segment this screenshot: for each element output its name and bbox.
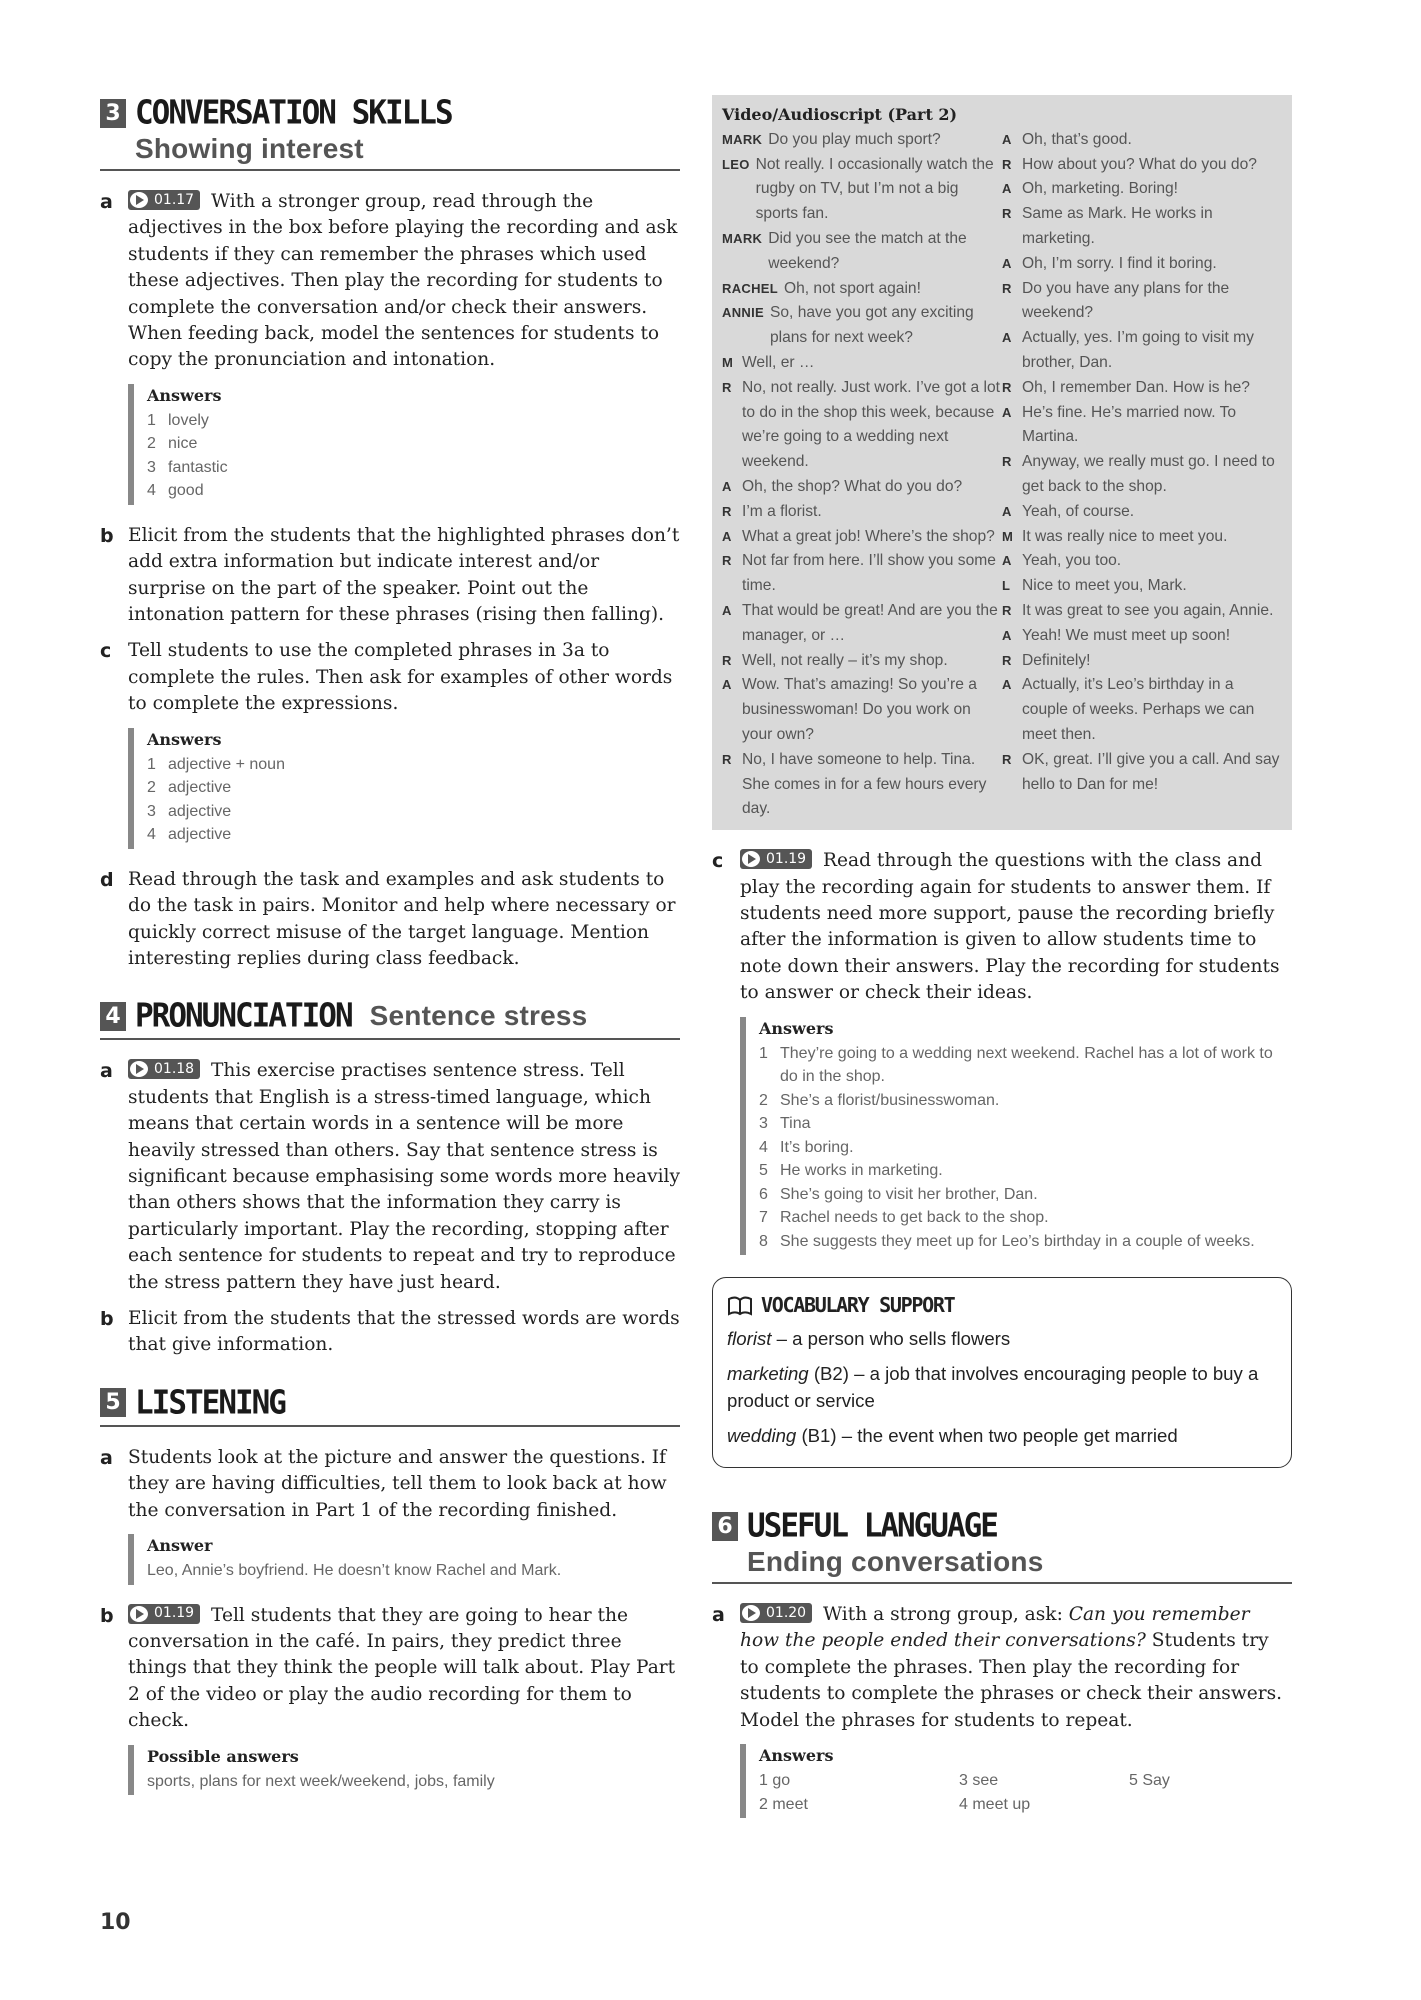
script-text: Not far from here. I’ll show you some time. bbox=[742, 552, 996, 595]
audioscript-box bbox=[712, 95, 1292, 830]
answers-title: Answers bbox=[147, 385, 222, 405]
item-letter: c bbox=[712, 850, 724, 873]
answer-row: 1 adjective + noun bbox=[147, 753, 680, 777]
section-number: 4 bbox=[100, 1002, 126, 1031]
script-line bbox=[722, 376, 1002, 475]
track-number: 01.19 bbox=[154, 1605, 195, 1622]
answer-row: 1 lovely bbox=[147, 409, 680, 433]
script-text: How about you? What do you do? bbox=[1022, 155, 1257, 173]
script-line bbox=[1002, 748, 1282, 798]
section-number: 6 bbox=[712, 1512, 738, 1541]
answer-text: She suggests they meet up for Leo’s birthday in a couple of weeks. bbox=[780, 1232, 1255, 1250]
script-line bbox=[722, 500, 1002, 525]
item-text: Students try to complete the phrases. Then play the recording for students to complete the phrases or check their answers. Model the phrases for students to repeat. bbox=[740, 1630, 1283, 1731]
item-text: Tell students to use the completed phrases in 3a to complete the rules. Then ask for examples of other words to complete the expressions. bbox=[128, 640, 673, 715]
answer-text: adjective bbox=[168, 802, 232, 820]
answer-text: 3 see bbox=[959, 1772, 999, 1790]
exercise-item bbox=[100, 1603, 680, 1735]
play-icon bbox=[128, 1059, 150, 1079]
section-title: CONVERSATION SKILLS bbox=[135, 94, 452, 132]
script-text: It was great to see you again, Annie. bbox=[1022, 601, 1274, 619]
item-letter: a bbox=[100, 1060, 113, 1083]
section-title: USEFUL LANGUAGE bbox=[747, 1507, 997, 1545]
answer-text: nice bbox=[168, 435, 198, 453]
script-line bbox=[1002, 376, 1282, 401]
speaker-label: A bbox=[722, 528, 732, 544]
script-text: Wow. That’s amazing! So you’re a businesswoman! Do you work on your own? bbox=[742, 676, 977, 743]
script-line bbox=[1002, 624, 1282, 649]
speaker-label: A bbox=[722, 478, 732, 494]
script-line bbox=[722, 599, 1002, 649]
speaker-label: RACHEL bbox=[722, 280, 778, 296]
answer-row: 4 It’s boring. bbox=[759, 1136, 1292, 1160]
script-text: Oh, I remember Dan. How is he? bbox=[1022, 378, 1250, 396]
script-line bbox=[1002, 673, 1282, 747]
exercise-item bbox=[712, 848, 1292, 1006]
section-header bbox=[100, 95, 680, 171]
section-header bbox=[712, 1508, 1292, 1584]
speaker-label: A bbox=[1002, 627, 1012, 643]
script-text: Actually, it’s Leo’s birthday in a couple of weeks. Perhaps we can meet then. bbox=[1022, 676, 1255, 743]
speaker-label: R bbox=[722, 652, 732, 668]
play-icon bbox=[128, 190, 150, 210]
right-column bbox=[712, 95, 1292, 1844]
script-line bbox=[722, 227, 1002, 277]
section-title: LISTENING bbox=[135, 1383, 285, 1422]
speaker-label: R bbox=[1002, 379, 1012, 395]
answer-row: 8 She suggests they meet up for Leo’s birthday in a couple of weeks. bbox=[759, 1230, 1292, 1254]
answer-text: fantastic bbox=[168, 458, 228, 476]
script-line bbox=[722, 153, 1002, 227]
speaker-label: M bbox=[1002, 528, 1014, 544]
speaker-label: A bbox=[1002, 330, 1012, 346]
script-line bbox=[722, 549, 1002, 599]
speaker-label: R bbox=[722, 503, 732, 519]
item-text: Tell students that they are going to hear the conversation in the café. In pairs, they predict three things that they think the people will talk about. Play Part 2 of the video or play the audio recording for them to check. bbox=[128, 1604, 676, 1732]
vocabulary-term: florist bbox=[727, 1328, 772, 1350]
script-line bbox=[722, 649, 1002, 674]
exercise-item bbox=[100, 189, 680, 374]
answer-row: 4 good bbox=[147, 479, 680, 503]
script-line bbox=[722, 673, 1002, 747]
exercise-item bbox=[100, 523, 680, 629]
audioscript-column bbox=[722, 128, 1002, 822]
speaker-label: A bbox=[722, 677, 732, 693]
item-letter: b bbox=[100, 1604, 114, 1627]
audio-track-badge[interactable] bbox=[128, 190, 200, 210]
answer-text: She’s going to visit her brother, Dan. bbox=[780, 1185, 1038, 1203]
script-line bbox=[1002, 599, 1282, 624]
speaker-label: A bbox=[1002, 677, 1012, 693]
script-line bbox=[1002, 128, 1282, 153]
script-line bbox=[722, 475, 1002, 500]
script-text: I’m a florist. bbox=[742, 502, 822, 520]
script-line bbox=[1002, 574, 1282, 599]
track-number: 01.17 bbox=[154, 191, 195, 208]
script-text: Oh, I’m sorry. I find it boring. bbox=[1022, 254, 1217, 272]
answers-title: Answers bbox=[759, 1018, 834, 1038]
script-text: Oh, not sport again! bbox=[783, 279, 921, 297]
answer-text: lovely bbox=[168, 411, 209, 429]
script-text: So, have you got any exciting plans for next week? bbox=[769, 304, 974, 347]
answer-text: Tina bbox=[780, 1115, 811, 1133]
section-subtitle: Ending conversations bbox=[747, 1546, 1044, 1578]
script-text: Yeah, of course. bbox=[1022, 502, 1135, 520]
speaker-label: R bbox=[722, 751, 732, 767]
script-line bbox=[722, 128, 1002, 153]
answer-row: 4 adjective bbox=[147, 823, 680, 847]
section-useful-language bbox=[712, 1508, 1292, 1818]
left-column bbox=[100, 95, 680, 1821]
vocabulary-support-box bbox=[712, 1277, 1292, 1468]
speaker-label: MARK bbox=[722, 230, 763, 246]
vocabulary-entry bbox=[727, 1422, 1277, 1449]
vocabulary-level: (B1) bbox=[801, 1425, 837, 1447]
script-text: No, not really. Just work. I’ve got a lot to do in the shop this week, because we’re going to a wedding next weekend. bbox=[742, 378, 1000, 471]
speaker-label: R bbox=[1002, 602, 1012, 618]
track-number: 01.20 bbox=[766, 1604, 807, 1621]
speaker-label: R bbox=[722, 379, 732, 395]
section-subtitle: Showing interest bbox=[135, 133, 364, 164]
item-text: With a stronger group, read through the adjectives in the box before playing the recording and ask students if they can remember the phrases which used these adjectives. Then play the recording for students to complete the conversation and/or check their answers. When feeding back, model the sentences for students to copy the pronunciation and intonation. bbox=[128, 191, 678, 371]
speaker-label: A bbox=[1002, 131, 1012, 147]
answer-text: 4 meet up bbox=[959, 1795, 1031, 1813]
script-line bbox=[722, 748, 1002, 822]
item-letter: c bbox=[100, 640, 112, 663]
script-text: Actually, yes. I’m going to visit my brother, Dan. bbox=[1022, 329, 1254, 371]
vocabulary-term: marketing bbox=[727, 1363, 809, 1385]
answer-text: It’s boring. bbox=[780, 1138, 854, 1156]
answer-text: sports, plans for next week/weekend, jobs, family bbox=[147, 1772, 495, 1790]
vocabulary-entry bbox=[727, 1325, 1277, 1352]
speaker-label: R bbox=[1002, 206, 1012, 222]
exercise-item bbox=[100, 1306, 680, 1359]
section-header bbox=[100, 998, 680, 1040]
script-text: Well, not really – it’s my shop. bbox=[742, 651, 948, 669]
answers-box bbox=[740, 1744, 1292, 1818]
exercise-item bbox=[100, 638, 680, 717]
vocabulary-definition: – a job that involves encouraging people to buy a product or service bbox=[727, 1363, 1259, 1412]
answers-title: Answers bbox=[147, 729, 222, 749]
speaker-label: R bbox=[1002, 280, 1012, 296]
play-icon bbox=[740, 1603, 762, 1623]
answer-text: 5 Say bbox=[1129, 1772, 1170, 1790]
script-line bbox=[1002, 549, 1282, 574]
answer-row: 3 fantastic bbox=[147, 456, 680, 480]
answer-text: Rachel needs to get back to the shop. bbox=[780, 1209, 1049, 1227]
answer-row: 6 She’s going to visit her brother, Dan. bbox=[759, 1183, 1292, 1207]
item-letter: d bbox=[100, 868, 114, 891]
section-subtitle: Sentence stress bbox=[369, 1000, 588, 1032]
speaker-label: R bbox=[1002, 652, 1012, 668]
speaker-label: R bbox=[722, 553, 732, 569]
item-text: This exercise practises sentence stress. Tell students that English is a stress-timed language, which means that certain words in a sentence will be more heavily stressed than others. Say that sentence stress is significant because emphasising some words more heavily than others shows that the information they carry is particularly important. Play the recording, stopping after each sentence for students to repeat and try to reproduce the stress pattern they have just heard. bbox=[128, 1060, 681, 1293]
speaker-label: L bbox=[1002, 578, 1011, 594]
answer-text: 2 meet bbox=[759, 1795, 808, 1813]
section-number: 3 bbox=[100, 99, 126, 128]
page-number: 10 bbox=[100, 1910, 131, 1935]
script-text: Oh, that’s good. bbox=[1022, 130, 1132, 148]
vocabulary-support-title: VOCABULARY SUPPORT bbox=[761, 1293, 955, 1318]
speaker-label: A bbox=[1002, 503, 1012, 519]
script-line bbox=[722, 277, 1002, 302]
item-letter: a bbox=[712, 1604, 725, 1627]
script-line bbox=[1002, 649, 1282, 674]
track-number: 01.18 bbox=[154, 1061, 195, 1078]
speaker-label: A bbox=[1002, 181, 1012, 197]
answer-row: 3 adjective bbox=[147, 800, 680, 824]
script-text: What a great job! Where’s the shop? bbox=[742, 527, 995, 545]
item-text: Read through the questions with the class and play the recording again for students to answer them. If students need more support, pause the recording briefly after the information is given to allow students time to note down their answers. Play the recording for students to answer or check their ideas. bbox=[740, 850, 1280, 1004]
answer-row: 2 She’s a florist/businesswoman. bbox=[759, 1089, 1292, 1113]
audio-track-badge[interactable] bbox=[740, 849, 812, 869]
script-text: It was really nice to meet you. bbox=[1022, 527, 1228, 545]
play-icon bbox=[740, 849, 762, 869]
script-text: Oh, marketing. Boring! bbox=[1022, 180, 1179, 198]
answer-text: adjective + noun bbox=[168, 755, 285, 773]
section-pronunciation bbox=[100, 998, 680, 1358]
script-text: Oh, the shop? What do you do? bbox=[742, 477, 963, 495]
answer-row: 5 He works in marketing. bbox=[759, 1159, 1292, 1183]
script-line bbox=[1002, 153, 1282, 178]
speaker-label: LEO bbox=[722, 156, 750, 172]
script-line bbox=[1002, 500, 1282, 525]
answer-text: adjective bbox=[168, 779, 232, 797]
script-text: He’s fine. He’s married now. To Martina. bbox=[1022, 403, 1237, 446]
speaker-label: R bbox=[1002, 156, 1012, 172]
speaker-label: ANNIE bbox=[722, 305, 764, 321]
audioscript-title: Video/Audioscript (Part 2) bbox=[722, 105, 958, 124]
answers-box bbox=[740, 1017, 1292, 1256]
script-text: Did you see the match at the weekend? bbox=[768, 229, 967, 272]
item-text: Elicit from the students that the stressed words are words that give information. bbox=[128, 1307, 680, 1356]
audio-track-badge[interactable] bbox=[128, 1604, 200, 1624]
answer-text: He works in marketing. bbox=[780, 1162, 943, 1180]
section-conversation-skills bbox=[100, 95, 680, 972]
item-letter: b bbox=[100, 1307, 114, 1330]
answer-text: She’s a florist/businesswoman. bbox=[780, 1091, 1000, 1109]
exercise-item bbox=[100, 1445, 680, 1524]
item-letter: a bbox=[100, 191, 113, 213]
item-letter: b bbox=[100, 524, 114, 547]
answers-box bbox=[128, 1534, 680, 1585]
vocabulary-definition: – a person who sells flowers bbox=[776, 1328, 1011, 1350]
speaker-label: M bbox=[722, 354, 734, 370]
answer-text: Leo, Annie’s boyfriend. He doesn’t know Rachel and Mark. bbox=[147, 1562, 562, 1579]
speaker-label: A bbox=[1002, 553, 1012, 569]
script-text: Do you have any plans for the weekend? bbox=[1022, 279, 1230, 322]
script-text: Same as Mark. He works in marketing. bbox=[1022, 205, 1213, 247]
audio-track-badge[interactable] bbox=[128, 1059, 200, 1079]
script-line bbox=[722, 525, 1002, 550]
vocabulary-level: (B2) bbox=[813, 1363, 849, 1385]
item-text: Students look at the picture and answer the questions. If they are having difficulties, tell them to look back at how the conversation in Part 1 of the recording finished. bbox=[128, 1446, 667, 1521]
play-icon bbox=[128, 1604, 150, 1624]
script-line bbox=[722, 351, 1002, 376]
answer-text: good bbox=[168, 482, 204, 500]
answers-title: Answer bbox=[147, 1536, 213, 1555]
section-number: 5 bbox=[100, 1388, 126, 1417]
section-listening bbox=[100, 1385, 680, 1795]
section-title: PRONUNCIATION bbox=[135, 997, 352, 1036]
speaker-label: A bbox=[1002, 404, 1012, 420]
speaker-label: R bbox=[1002, 454, 1012, 470]
speaker-label: A bbox=[1002, 255, 1012, 271]
answers-box bbox=[128, 1745, 680, 1796]
book-icon bbox=[727, 1296, 753, 1316]
answer-text: They’re going to a wedding next weekend. Rachel has a lot of work to do in the shop. bbox=[780, 1044, 1273, 1086]
script-text: Do you play much sport? bbox=[768, 130, 941, 148]
item-letter: a bbox=[100, 1446, 113, 1469]
answers-box bbox=[128, 384, 680, 505]
script-line bbox=[1002, 202, 1282, 252]
script-line bbox=[1002, 277, 1282, 327]
audioscript-column bbox=[1002, 128, 1282, 822]
script-text: Anyway, we really must go. I need to get back to the shop. bbox=[1022, 453, 1275, 495]
script-line bbox=[1002, 326, 1282, 376]
script-line bbox=[1002, 401, 1282, 451]
answer-text: adjective bbox=[168, 826, 232, 844]
answers-title: Answers bbox=[759, 1746, 834, 1766]
answer-row: 2 nice bbox=[147, 432, 680, 456]
section-header bbox=[100, 1385, 680, 1427]
script-text: That would be great! And are you the manager, or … bbox=[742, 601, 998, 644]
audio-track-badge[interactable] bbox=[740, 1603, 812, 1623]
script-text: Nice to meet you, Mark. bbox=[1022, 577, 1187, 595]
speaker-label: MARK bbox=[722, 131, 763, 147]
speaker-label: R bbox=[1002, 751, 1012, 767]
item-text: Read through the task and examples and ask students to do the task in pairs. Monitor and help where necessary or quickly correct misuse of the target language. Mention interesting replies during class feedback. bbox=[128, 868, 676, 969]
script-line bbox=[1002, 177, 1282, 202]
item-text: With a strong group, ask: bbox=[823, 1604, 1069, 1626]
script-text: OK, great. I’ll give you a call. And say hello to Dan for me! bbox=[1022, 750, 1280, 793]
item-text: Elicit from the students that the highlighted phrases don’t add extra information but indicate interest and/or surprise on the part of the speaker. Point out the intonation pattern for these phrases (rising then falling). bbox=[128, 524, 680, 626]
exercise-item bbox=[100, 1058, 680, 1296]
vocabulary-entry bbox=[727, 1360, 1277, 1414]
script-text: Well, er … bbox=[742, 353, 815, 371]
exercise-item bbox=[100, 867, 680, 973]
item-question: Can you remember how the people ended their conversations? bbox=[740, 1604, 1250, 1652]
vocabulary-term: wedding bbox=[727, 1425, 797, 1447]
speaker-label: A bbox=[722, 602, 732, 618]
script-line bbox=[722, 301, 1002, 351]
answer-row: 3 Tina bbox=[759, 1112, 1292, 1136]
script-text: Not really. I occasionally watch the rugby on TV, but I’m not a big sports fan. bbox=[755, 155, 994, 223]
script-line bbox=[1002, 450, 1282, 500]
script-line bbox=[1002, 252, 1282, 277]
answer-row: 7 Rachel needs to get back to the shop. bbox=[759, 1206, 1292, 1230]
exercise-item bbox=[712, 1602, 1292, 1734]
answers-title: Possible answers bbox=[147, 1746, 299, 1766]
script-text: Yeah, you too. bbox=[1022, 552, 1122, 570]
script-text: Yeah! We must meet up soon! bbox=[1022, 626, 1231, 644]
vocabulary-support-header bbox=[727, 1292, 1277, 1319]
answer-text: 1 go bbox=[759, 1772, 791, 1790]
answers-box bbox=[128, 728, 680, 849]
track-number: 01.19 bbox=[766, 850, 807, 867]
script-text: No, I have someone to help. Tina. She comes in for a few hours every day. bbox=[742, 750, 987, 818]
answer-row: 2 adjective bbox=[147, 776, 680, 800]
script-text: Definitely! bbox=[1022, 651, 1091, 669]
script-line bbox=[1002, 525, 1282, 550]
vocabulary-definition: – the event when two people get married bbox=[841, 1425, 1178, 1447]
answer-row: 1 They’re going to a wedding next weekend. Rachel has a lot of work to do in the shop. bbox=[759, 1042, 1292, 1089]
